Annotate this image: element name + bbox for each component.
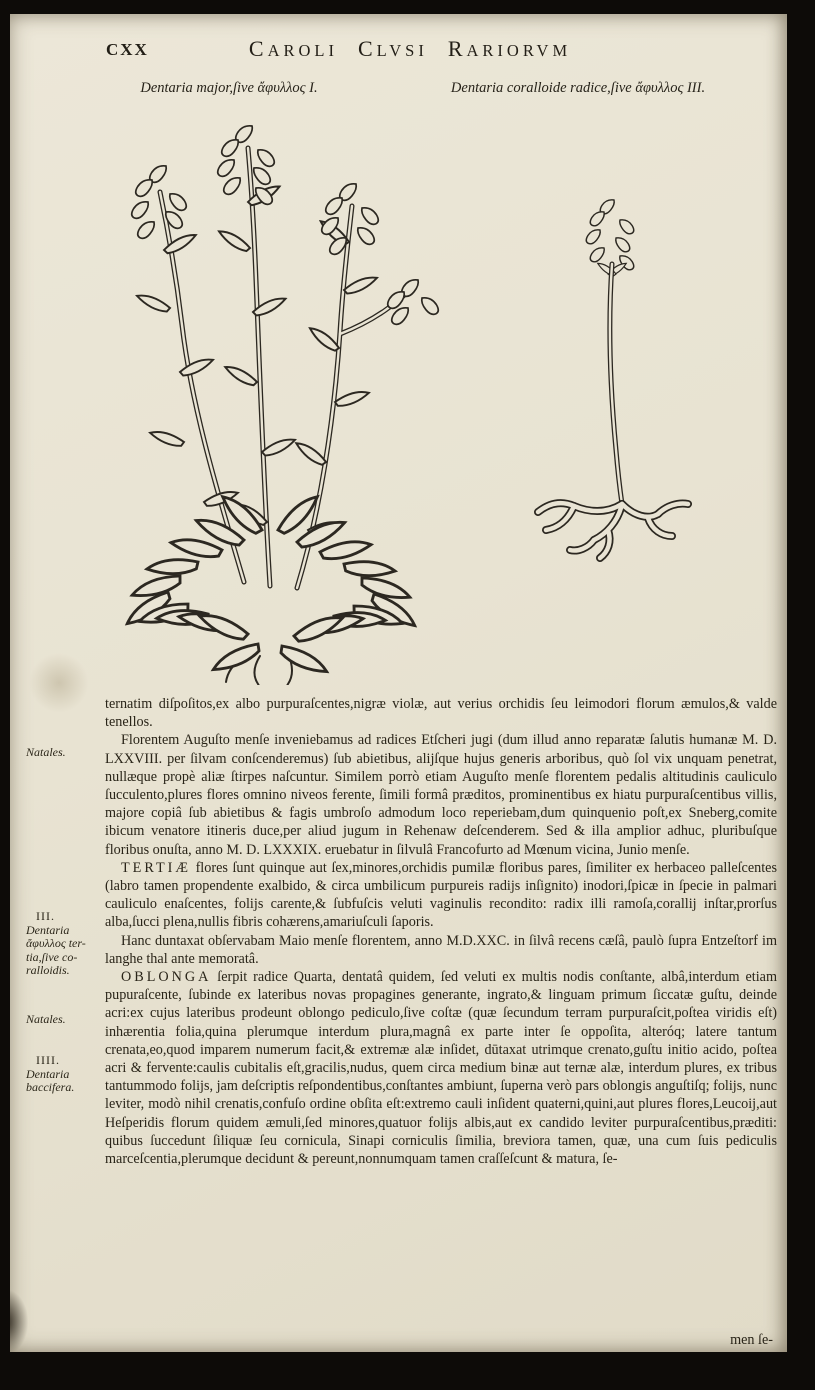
paragraph-text: flores ſunt quinque aut ſex,minores,orchidis pumilæ floribus pares, ſimiliter ex herbaceo palleſcentes (labro tamen propendente exalbido, & circa umbilicum purpureis radijs inſignito) inodori,ſpicæ in ſpecie in palmari cauliculo enaſcentes, folijs carente,& ſubfuſcis veluti vaginulis recondito: radix illi ramoſa,corallij inſtar,prorſus alba,ſucci plena,nullis fibris cohærens,amariuſculi ſaporis. [105,859,778,931]
marginal-line: ἄφυλλος ter- [26,936,86,951]
paragraph-lead: OBLONGA [121,969,212,986]
woodcut-dentaria-coralloides [508,182,738,582]
ink-stain [24,650,94,716]
running-title-word: RARIORVM [447,36,572,61]
paragraph-continuation: ternatim diſpoſitos,ex albo purpuraſcentes,nigræ violæ, aut verius orchidis ſeu leimodori florum æmulos,& valde tenellos. [105,696,777,731]
paragraph-natales-tertia: Hanc duntaxat obſervabam Maio menſe florentem, anno M.D.XXC. in ſilvâ recens cæſâ, paulò ſupra Entzeſtorf im langhe thal ante memoratâ. [105,932,777,967]
edge-stain [10,1290,28,1352]
running-title [180,36,640,62]
catchword: men ſe- [730,1332,773,1348]
paragraph-natales-major: Florentem Auguſto menſe inveniebamus ad radices Etſcheri jugi (dum illud anno reparatæ ſalutis humanæ M. D. LXXVIII. per ſilvam conſcenderemus) ſub abietibus, alijſque hujus generis arboribus, quò ſol vix unquam penetrat, nullæque propè aliæ ſtirpes naſcuntur. Similem porrò etiam Auguſto menſe florentem pedalis altitudinis cauliculo ſucculento,plures flores omnino niveos ferente, ſimili formâ præditos, prominentibus ex hiatu purpuraſcentibus villis, majore copiâ ſub abietibus & fagis umbroſo admodum loco reperiebam,dum quinquenio poſt,ex Sneberg,comite ibicum venatore itineris duce,per aliud jugum in Rehenaw deſcenderem. Sed & illa amplior adhuc, pluribuſque floribus onuſta, anno M. D. LXXXIX. eruebatur in ſilvulâ Francofurto ad Mœnum vicina, Junio menſe. [105,732,777,858]
body-text-block [105,695,777,1168]
marginal-line: ralloidis. [26,963,70,978]
marginal-line: Dentaria [26,922,70,937]
marginal-line: IIII. [36,1053,60,1067]
marginal-line: baccifera. [26,1080,75,1095]
marginal-note-dentaria-tertia [26,910,102,978]
marginal-note-dentaria-baccifera [26,1054,102,1095]
caption-dentaria-major: Dentaria major,ſive ἄφυλλος I. [140,80,318,96]
marginal-line: Natales. [26,745,66,759]
paragraph-lead: TERTIÆ [121,859,191,876]
marginal-line: Natales. [26,1012,66,1026]
marginal-line: III. [36,909,55,923]
paragraph-tertia [105,859,777,932]
marginal-note-natales-2 [26,1013,102,1027]
woodcut-dentaria-major [92,110,452,685]
running-title-word: CAROLI [248,36,338,61]
book-page [10,14,787,1352]
running-title-word: CLVSI [357,36,428,61]
marginal-note-natales-1 [26,746,102,760]
paragraph-text: ſerpit radice Quarta, dentatâ quidem, ſed veluti ex multis nodis conſtante, albâ,interdum etiam pupuraſcente, ſubinde ex lateribus novas propagines generante, ingrato,& linguam primum ſiccatæ guſtu, deinde acri:ex cujus lateribus prodeunt oblongo pediculo,ſive coſtæ (quæ ſecundum terram purpuraſcit,poſtea viridis eſt) inhærentia folia,quina plerumque interdum plura,magnâ ex parte inter ſe oppoſita, alteróq; latere tantum crenata,eo,quod imparem numerum facit,& extremæ alæ inſidet, dūtaxat utrimque crenato,guſtu initio acido, poſtea acri & fervente:caulis cubitalis eſt,gracilis,nudus, quem circa medium binæ aut ternæ alæ, interdum plures, ex tribus tantummodo folijs, jam deſcriptis reſpondentibus,conſtantes ambiunt, ſuperna verò pars oblongis anguſtiſq; folijs, nunc leviter, modò nihil crenatis,confuſo ordine obſita eſt:extremo cauli inſident quaterni,quini,aut plures flores,Leucoij,aut Heſperidis florum quidem æmuli,ſed minores,quatuor folijs albis,aut ex candido leviter purpuraſcentibus,præditi: quibus ſuccedunt ſiliquæ ſeu cornicula, Sinapi corniculis ſimilia, breviora tamen, quæ, una cum ſuis pediculis marceſcentia,plerumque decidunt & pereunt,nonnumquam tamen craſſeſcunt & matura, ſe- [105,969,778,1168]
marginal-line: Dentaria [26,1066,70,1081]
caption-dentaria-coralloides: Dentaria coralloide radice,ſive ἄφυλλος III. [450,80,706,96]
page-number: CXX [106,40,149,59]
coral-root-outline [538,503,688,558]
marginal-line: tia,ſive co- [26,949,78,964]
paragraph-oblonga [105,968,777,1168]
